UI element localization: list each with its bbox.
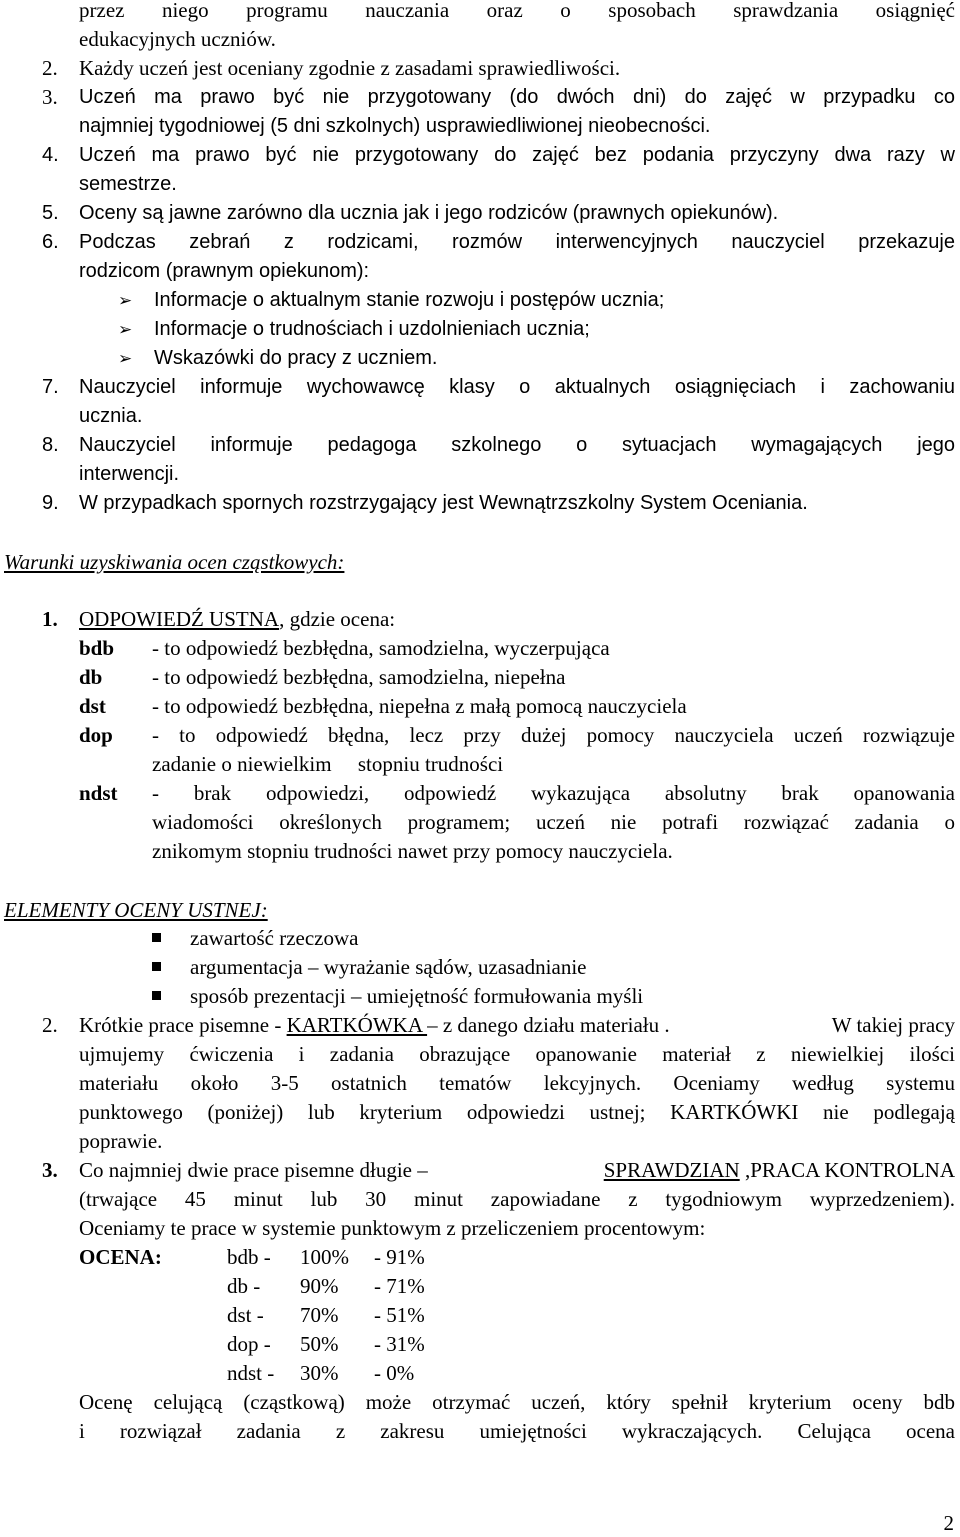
item-number: 2. [42, 1013, 58, 1037]
arrow-bullet-icon: ➢ [118, 349, 133, 368]
element-item: argumentacja – wyrażanie sądów, uzasadnianie [152, 953, 587, 982]
item-8-line-1: Nauczyciel informuje pedagoga szkolnego o sytuacjach wymagających jego [79, 434, 955, 456]
square-bullet-icon [152, 991, 161, 1000]
square-bullet-icon [152, 933, 161, 942]
grade-description: - to odpowiedź błędna, lecz przy dużej pomocy nauczyciela uczeń rozwiązuje [152, 723, 955, 747]
item-8-line-2: interwencji. [79, 463, 180, 485]
item-3-line-1: Uczeń ma prawo być nie przygotowany (do dwóch dni) do zajęć w przypadku co [79, 86, 955, 108]
item-5-line-1: Oceny są jawne zarówno dla ucznia jak i jego rodziców (prawnych opiekunów). [79, 202, 779, 224]
grade-description: - to odpowiedź bezbłędna, niepełna z małą pomocą nauczyciela [152, 694, 687, 718]
scale-to: - 71% [374, 1274, 425, 1298]
item-number: 9. [42, 492, 59, 514]
item-number: 1. [42, 607, 58, 631]
short-tests-line: ujmujemy ćwiczenia i zadania obrazujące opanowanie materiał z niewielkiej ilości [79, 1042, 955, 1066]
section-heading-oral-elements: ELEMENTY OCENY USTNEJ: [4, 898, 268, 922]
grade-description: zadanie o niewielkim stopniu trudności [152, 752, 504, 776]
item-9-line-1: W przypadkach spornych rozstrzygający jest Wewnątrzszkolny System Oceniania. [79, 492, 808, 514]
bullet-item: ➢ Informacje o trudnościach i uzdolnieniach ucznia; [118, 315, 590, 344]
oral-answer-title: ODPOWIEDŹ USTNA, gdzie ocena: [79, 607, 396, 631]
item-6-line-2: rodzicom (prawnym opiekunom): [79, 260, 370, 282]
page-number: 2 [943, 1511, 954, 1535]
item-number: 3. [42, 85, 58, 109]
item-3-line-2: najmniej tygodniowej (5 dni szkolnych) usprawiedliwionej nieobecności. [79, 115, 711, 137]
scale-label: OCENA: [79, 1245, 162, 1269]
square-bullet-icon [152, 962, 161, 971]
final-line: Ocenę celującą (cząstkową) może otrzymać uczeń, który spełnił kryterium oceny bdb [79, 1390, 955, 1414]
arrow-bullet-icon: ➢ [118, 291, 133, 310]
item-number: 2. [42, 56, 58, 80]
short-tests-line: poprawie. [79, 1129, 163, 1153]
grade-description: - to odpowiedź bezbłędna, samodzielna, wyczerpująca [152, 636, 610, 660]
scale-from: 50% [300, 1332, 339, 1356]
grade-code: bdb [79, 636, 115, 660]
long-tests-line-1: Co najmniej dwie prace pisemne długie – SPRAWDZIAN ,PRACA KONTROLNA [79, 1158, 955, 1182]
short-tests-line-1: Krótkie prace pisemne - KARTKÓWKA – z danego działu materiału . W takiej pracy [79, 1013, 955, 1037]
long-tests-line: Oceniamy te prace w systemie punktowym z przeliczeniem procentowym: [79, 1216, 706, 1240]
scale-grade: dst - [227, 1303, 264, 1327]
grade-code: db [79, 665, 103, 689]
item-2-line-1: Każdy uczeń jest oceniany zgodnie z zasadami sprawiedliwości. [79, 56, 621, 80]
scale-from: 90% [300, 1274, 339, 1298]
grade-code: dst [79, 694, 106, 718]
item-4-line-2: semestrze. [79, 173, 177, 195]
bullet-item: ➢ Wskazówki do pracy z uczniem. [118, 344, 437, 373]
grade-description: wiadomości określonych programem; uczeń nie potrafi rozwiązać zadania o [152, 810, 955, 834]
intro-line-1: przez niego programu nauczania oraz o sposobach sprawdzania osiągnięć [79, 0, 955, 22]
item-7-line-2: ucznia. [79, 405, 143, 427]
grade-code: ndst [79, 781, 118, 805]
scale-grade: dop - [227, 1332, 271, 1356]
item-number: 5. [42, 202, 59, 224]
scale-from: 30% [300, 1361, 339, 1385]
short-tests-line: punktowego (poniżej) lub kryterium odpowiedzi ustnej; KARTKÓWKI nie podlegają [79, 1100, 955, 1124]
item-4-line-1: Uczeń ma prawo być nie przygotowany do zajęć bez podania przyczyny dwa razy w [79, 144, 955, 166]
grade-code: dop [79, 723, 113, 747]
item-number: 4. [42, 144, 59, 166]
short-tests-line: materiału około 3-5 ostatnich tematów lekcyjnych. Oceniamy według systemu [79, 1071, 955, 1095]
item-number: 7. [42, 376, 59, 398]
section-heading-partial-grades: Warunki uzyskiwania ocen cząstkowych: [4, 550, 345, 574]
element-item: sposób prezentacji – umiejętność formułowania myśli [152, 982, 643, 1011]
scale-grade: bdb - [227, 1245, 271, 1269]
grade-description: - brak odpowiedzi, odpowiedź wykazująca absolutny brak opanowania [152, 781, 955, 805]
item-number: 3. [42, 1158, 58, 1182]
item-number: 6. [42, 231, 59, 253]
scale-grade: db - [227, 1274, 261, 1298]
scale-to: - 91% [374, 1245, 425, 1269]
scale-to: - 51% [374, 1303, 425, 1327]
scale-to: - 0% [374, 1361, 415, 1385]
grade-description: znikomym stopniu trudności nawet przy pomocy nauczyciela. [152, 839, 673, 863]
item-7-line-1: Nauczyciel informuje wychowawcę klasy o aktualnych osiągnięciach i zachowaniu [79, 376, 955, 398]
scale-from: 70% [300, 1303, 339, 1327]
scale-to: - 31% [374, 1332, 425, 1356]
item-number: 8. [42, 434, 59, 456]
scale-grade: ndst - [227, 1361, 275, 1385]
element-item: zawartość rzeczowa [152, 924, 358, 953]
arrow-bullet-icon: ➢ [118, 320, 133, 339]
bullet-item: ➢ Informacje o aktualnym stanie rozwoju i postępów ucznia; [118, 286, 664, 315]
grade-description: - to odpowiedź bezbłędna, samodzielna, niepełna [152, 665, 566, 689]
long-tests-line: (trwające 45 minut lub 30 minut zapowiadane z tygodniowym wyprzedzeniem). [79, 1187, 955, 1211]
scale-from: 100% [300, 1245, 349, 1269]
final-line: i rozwiązał zadania z zakresu umiejętności wykraczających. Celująca ocena [79, 1419, 955, 1443]
intro-line-2: edukacyjnych uczniów. [79, 27, 276, 51]
item-6-line-1: Podczas zebrań z rodzicami, rozmów interwencyjnych nauczyciel przekazuje [79, 231, 955, 253]
